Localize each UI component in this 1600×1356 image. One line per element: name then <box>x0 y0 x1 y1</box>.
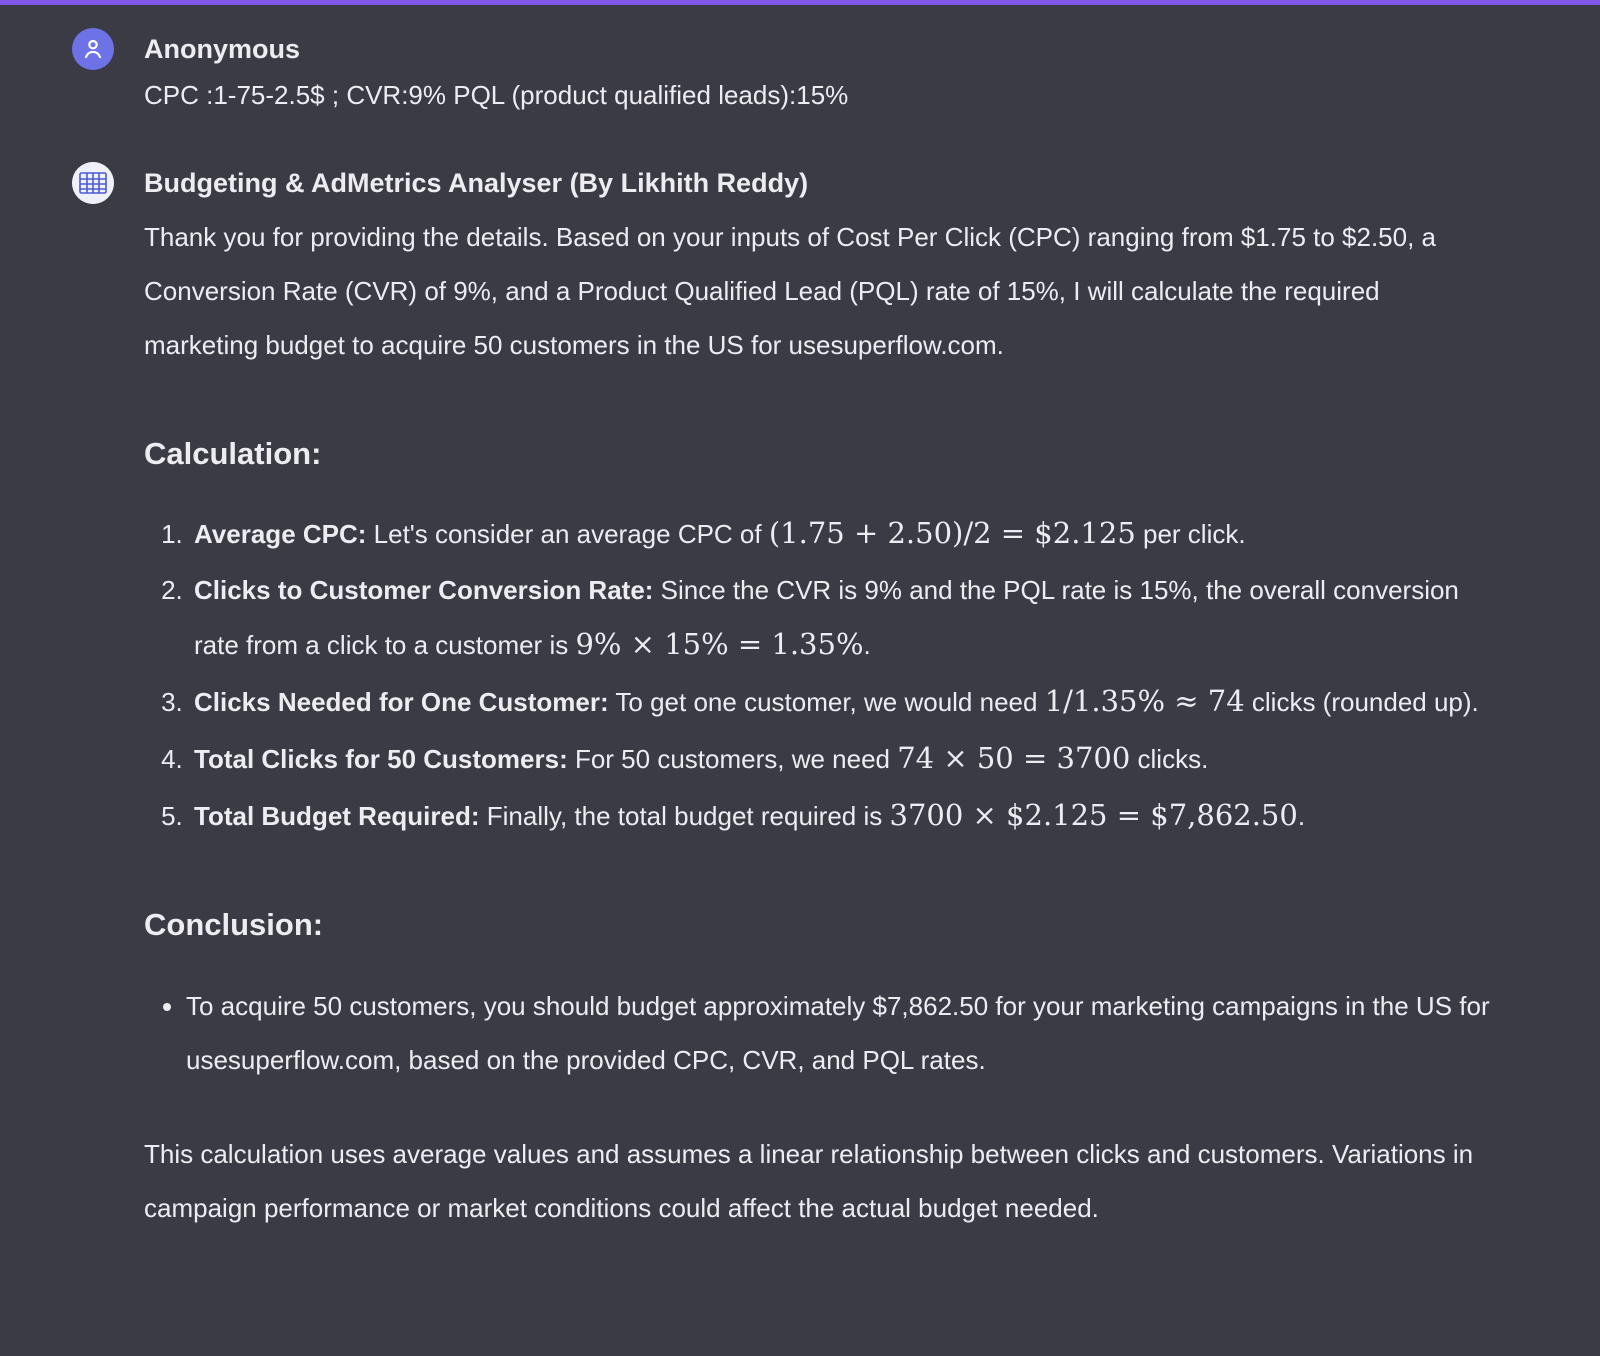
user-sender-name: Anonymous <box>144 34 301 64</box>
calculation-item <box>190 674 1496 729</box>
item-text: per click. <box>1135 519 1246 549</box>
disclaimer-paragraph: This calculation uses average values and assumes a linear relationship between clicks and customers. Variations in campaign performance or market conditions could affect the actual budget needed. <box>144 1139 1474 1223</box>
item-text: To get one customer, we would need <box>608 687 1045 717</box>
assistant-intro-paragraph: Thank you for providing the details. Based on your inputs of Cost Per Click (CPC) ranging from $1.75 to $2.50, a Conversion Rate (CVR) of 9%, and a Product Qualified Lead (PQL) rate of 15%, I will calculate the required marketing budget to acquire 50 customers in the US for usesuperflow.com. <box>144 222 1437 360</box>
calculation-item <box>190 731 1496 786</box>
spreadsheet-grid-icon <box>72 162 114 204</box>
calculation-item <box>190 563 1496 672</box>
user-avatar <box>72 28 114 70</box>
person-icon <box>80 36 106 62</box>
assistant-message-body <box>144 160 1496 1235</box>
math-expression: (1.75 + 2.50)/2 = $2.125 <box>768 516 1136 550</box>
item-text: For 50 customers, we need <box>567 744 898 774</box>
item-text: Since the CVR is 9% and the PQL rate is 15%, the overall conversion rate from a click to a customer is <box>194 575 1459 660</box>
item-label: Average CPC: <box>194 519 367 549</box>
math-expression: 3700 × $2.125 = $7,862.50 <box>889 798 1298 832</box>
math-expression: 74 × 50 = 3700 <box>897 741 1131 775</box>
user-message <box>72 26 1510 118</box>
math-expression: 1/1.35% ≈ 74 <box>1044 684 1245 718</box>
calculation-list <box>144 506 1496 843</box>
item-label: Clicks Needed for One Customer: <box>194 687 609 717</box>
calculation-heading: Calculation: <box>144 436 322 471</box>
conclusion-list <box>144 979 1496 1087</box>
user-message-body <box>144 26 848 118</box>
conclusion-item: • To acquire 50 customers, you should budget approximately $7,862.50 for your marketing campaigns in the US for usesuperflow.com, based on the provided CPC, CVR, and PQL rates. <box>186 979 1496 1087</box>
item-text: clicks. <box>1130 744 1209 774</box>
assistant-sender-name: Budgeting & AdMetrics Analyser (By Likhith Reddy) <box>144 168 809 198</box>
conclusion-heading: Conclusion: <box>144 907 324 942</box>
assistant-message <box>72 160 1510 1235</box>
user-message-text: CPC :1-75-2.5$ ; CVR:9% PQL (product qualified leads):15% <box>144 80 849 110</box>
calculation-item <box>190 506 1496 561</box>
item-label: Clicks to Customer Conversion Rate: <box>194 575 654 605</box>
calculation-item <box>190 788 1496 843</box>
item-text: Finally, the total budget required is <box>479 801 890 831</box>
item-label: Total Budget Required: <box>194 801 480 831</box>
item-text: . <box>1297 801 1306 831</box>
item-label: Total Clicks for 50 Customers: <box>194 744 568 774</box>
item-text: clicks (rounded up). <box>1244 687 1479 717</box>
item-text: . <box>863 630 871 660</box>
math-expression: 9% × 15% = 1.35% <box>575 627 864 661</box>
assistant-avatar <box>72 162 114 204</box>
item-text: Let's consider an average CPC of <box>366 519 769 549</box>
top-accent-bar <box>0 0 1600 5</box>
